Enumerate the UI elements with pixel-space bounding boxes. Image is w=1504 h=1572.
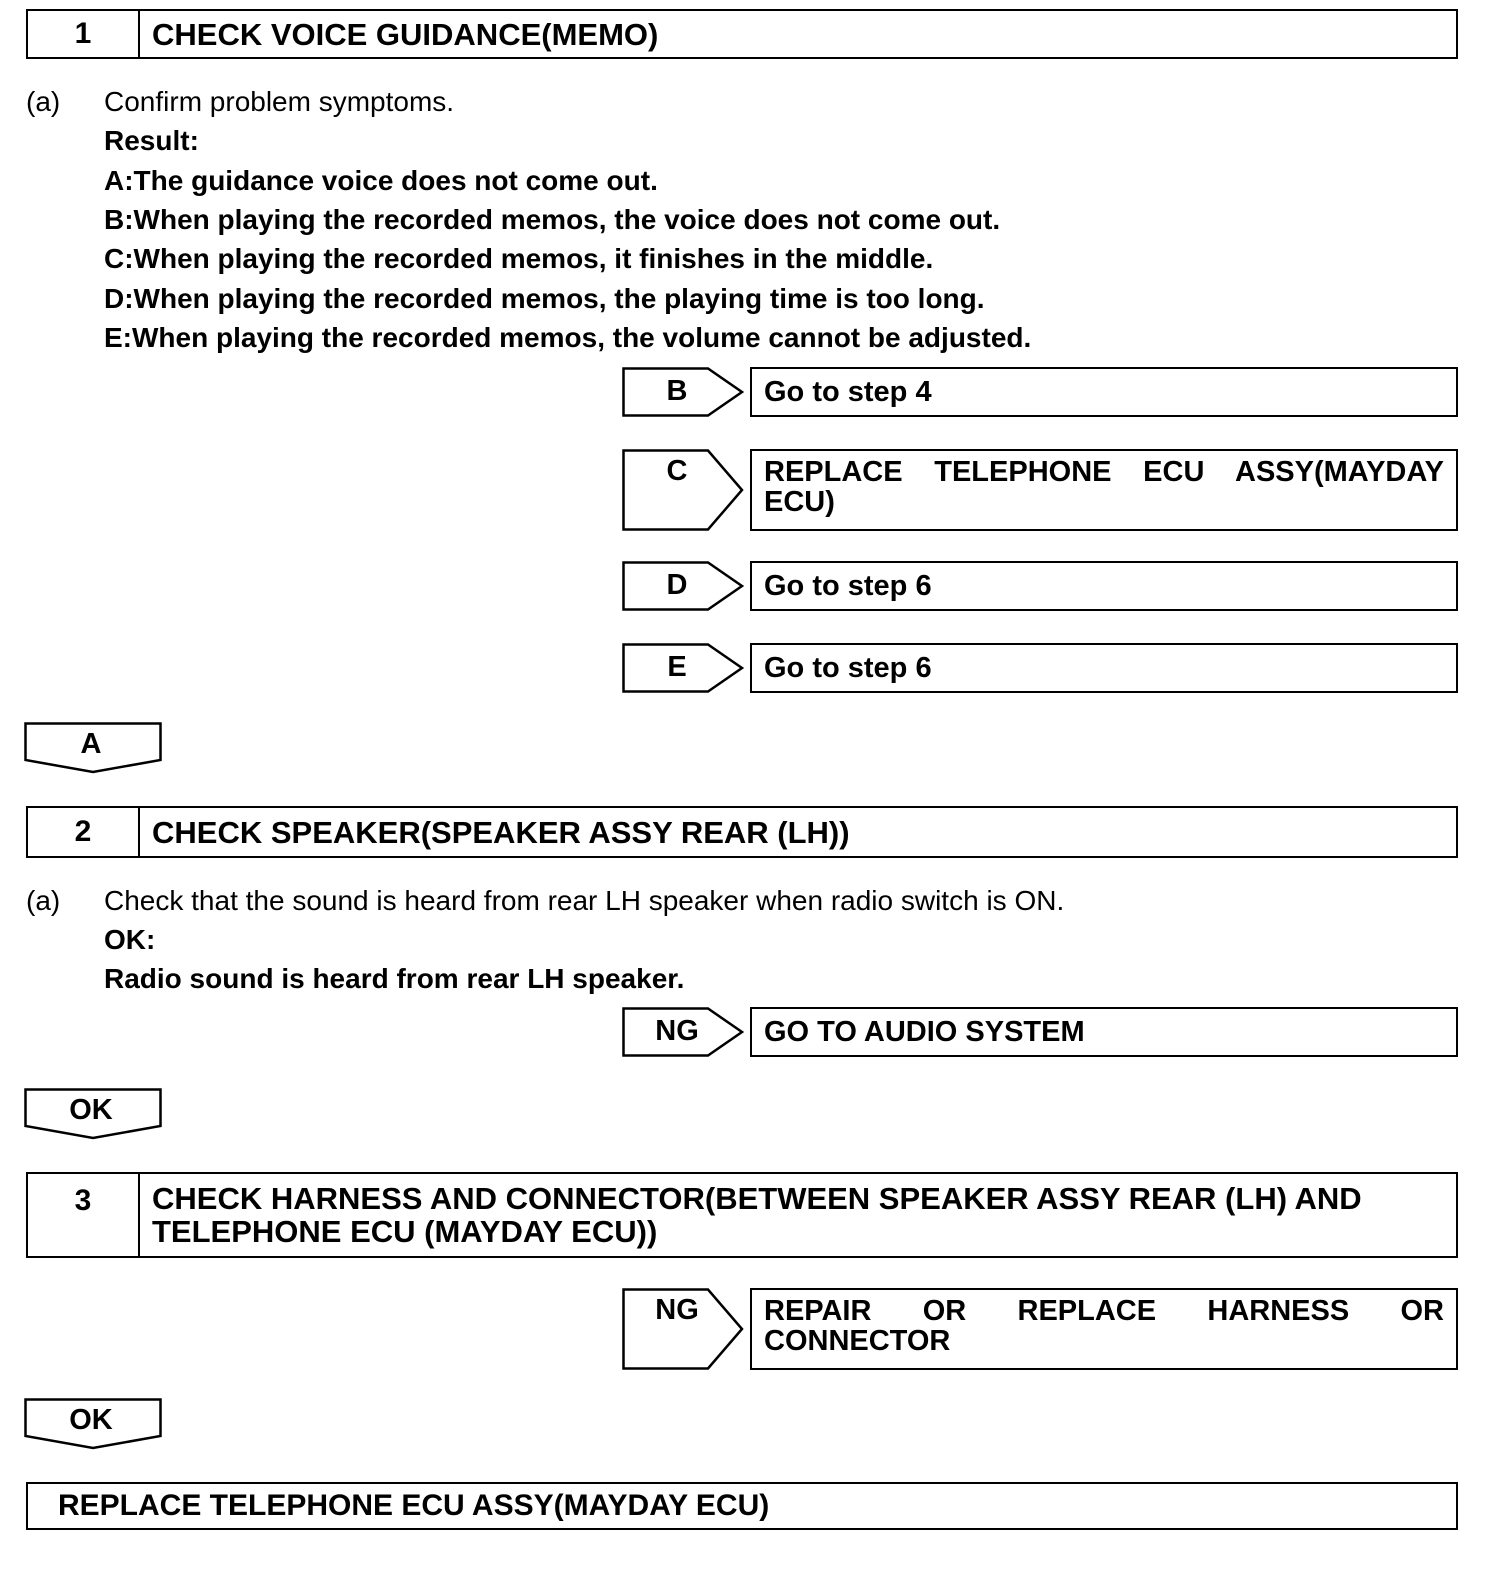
branch-label: B — [666, 375, 688, 407]
item-marker: (a) — [26, 885, 61, 916]
ok-text: Radio sound is heard from rear LH speaker. — [104, 963, 685, 994]
branch-c-tag — [622, 449, 746, 531]
instruction-text: Check that the sound is heard from rear LH speaker when radio switch is ON. — [104, 885, 1065, 916]
continue-tag-ok — [24, 1398, 164, 1448]
step-3-header — [26, 1172, 1458, 1258]
step-1-header — [26, 9, 1458, 59]
ng-action: GO TO AUDIO SYSTEM — [750, 1007, 1458, 1057]
branch-e-tag — [622, 643, 746, 693]
branch-label: E — [667, 651, 687, 683]
branch-b-action: Go to step 4 — [750, 367, 1458, 417]
continue-label: OK — [69, 1094, 113, 1126]
branch-b-tag — [622, 367, 746, 417]
step-number: 2 — [28, 808, 140, 856]
step-number: 3 — [28, 1174, 140, 1256]
branch-e-action: Go to step 6 — [750, 643, 1458, 693]
step-title: CHECK SPEAKER(SPEAKER ASSY REAR (LH)) — [152, 814, 850, 850]
final-action-box: REPLACE TELEPHONE ECU ASSY(MAYDAY ECU) — [26, 1482, 1458, 1530]
branch-d-action: Go to step 6 — [750, 561, 1458, 611]
result-a: A:The guidance voice does not come out. — [104, 165, 658, 196]
ng-tag — [622, 1007, 746, 1057]
item-marker: (a) — [26, 86, 61, 117]
step-number: 1 — [28, 11, 140, 57]
ng-label: NG — [655, 1015, 699, 1047]
ng-action: REPAIR OR REPLACE HARNESS OR CONNECTOR — [750, 1288, 1458, 1370]
branch-label: D — [666, 569, 688, 601]
result-label: Result: — [104, 125, 199, 156]
result-c: C:When playing the recorded memos, it finishes in the middle. — [104, 243, 934, 274]
step-title: CHECK VOICE GUIDANCE(MEMO) — [152, 16, 659, 52]
ng-tag — [622, 1288, 746, 1370]
continue-label: A — [80, 728, 102, 760]
continue-label: OK — [69, 1404, 113, 1436]
branch-label: C — [666, 455, 688, 487]
branch-c-action: REPLACE TELEPHONE ECU ASSY(MAYDAY ECU) — [750, 449, 1458, 531]
ng-label: NG — [655, 1294, 699, 1326]
result-b: B:When playing the recorded memos, the voice does not come out. — [104, 204, 1001, 235]
step-2-header — [26, 806, 1458, 858]
instruction-text: Confirm problem symptoms. — [104, 86, 455, 117]
result-d: D:When playing the recorded memos, the playing time is too long. — [104, 283, 985, 314]
ok-label: OK: — [104, 924, 156, 955]
continue-tag-ok — [24, 1088, 164, 1138]
step-title: CHECK HARNESS AND CONNECTOR(BETWEEN SPEAKER ASSY REAR (LH) AND TELEPHONE ECU (MAYDAY ECU)) — [152, 1181, 1362, 1249]
branch-d-tag — [622, 561, 746, 611]
result-e: E:When playing the recorded memos, the volume cannot be adjusted. — [104, 322, 1032, 353]
continue-tag-a — [24, 722, 164, 772]
